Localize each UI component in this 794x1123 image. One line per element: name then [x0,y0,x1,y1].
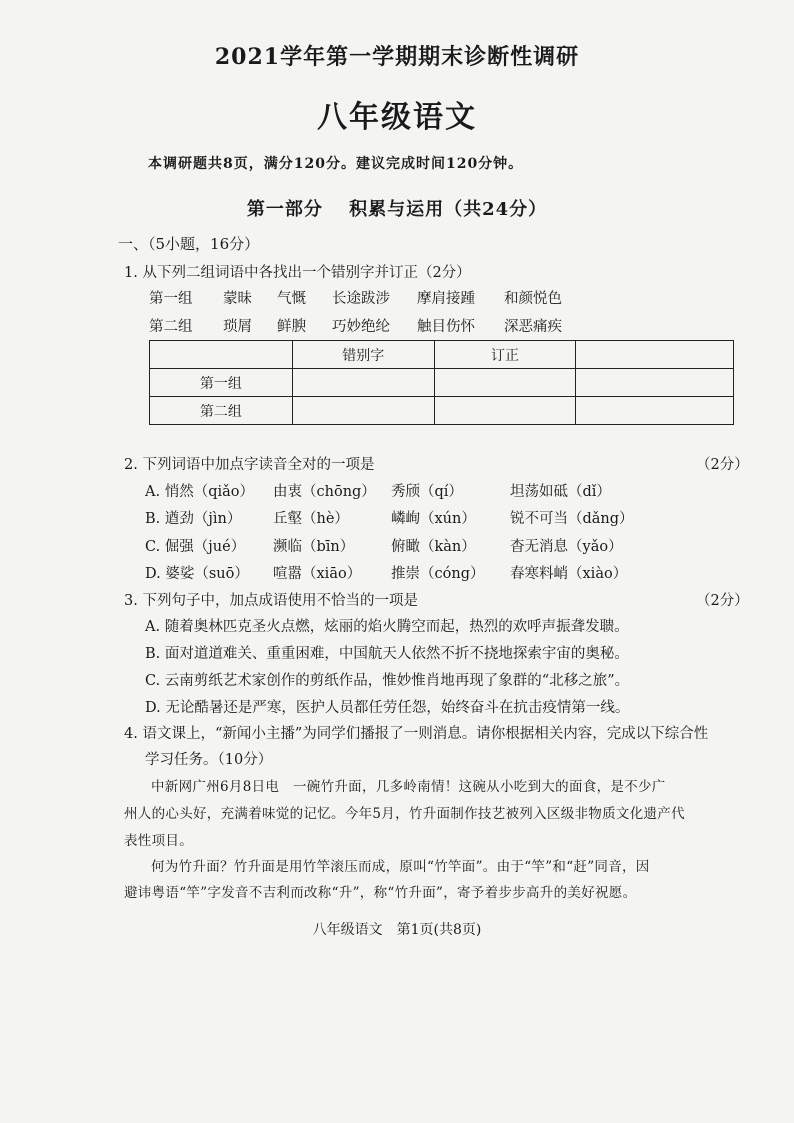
question-3-option-c: C. 云南剪纸艺术家创作的剪纸作品，惟妙惟肖地再现了象群的“北移之旅”。 [145,673,630,689]
option-item: 俯瞰（kàn） [391,539,476,555]
option-item: B. 遒劲（jìn） [145,511,242,527]
exam-title: 2021学年第一学期期末诊断性调研 [214,44,580,70]
news-paragraph-line: 何为竹升面？竹升面是用竹竿滚压而成，原叫“竹竿面”。由于“竿”和“赶”同音，因 [151,859,650,875]
question-3-option-b: B. 面对道道难关、重重困难，中国航天人依然不折不挠地探索宇宙的奥秘。 [145,646,629,662]
answer-cell [434,369,576,397]
option-item: 推崇（cóng） [391,566,485,582]
part-title: 第一部分 积累与运用（共24分） [246,199,548,220]
option-row-d [145,562,745,582]
table-row [150,369,734,397]
table-row [150,397,734,425]
word: 气慨 [277,291,306,307]
word: 巧妙绝纶 [332,319,390,335]
page-footer: 八年级语文 第1页(共8页) [312,922,482,938]
option-item: 濒临（bīn） [273,539,355,555]
question-4-stem-line2: 学习任务。（10分） [145,752,273,768]
option-item: 杳无消息（yǎo） [510,539,623,555]
word: 长途跋涉 [332,291,390,307]
option-item: 丘壑（hè） [273,511,349,527]
question-3-stem: 3. 下列句子中，加点成语使用不恰当的一项是 [124,593,418,609]
table-header-cell [150,341,293,369]
word-group-2 [149,315,749,335]
table-row-label: 第一组 [150,369,293,397]
option-item: 锐不可当（dǎng） [510,511,634,527]
group-label: 第二组 [149,319,193,335]
question-3-option-d: D. 无论酷暑还是严寒，医护人员都任劳任怨，始终奋斗在抗击疫情第一线。 [145,700,630,716]
option-item: 春寒料峭（xiào） [510,566,628,582]
table-header-cell: 订正 [434,341,576,369]
option-item: 喧嚣（xiāo） [273,566,362,582]
word: 触目伤怀 [417,319,475,335]
question-2-score: （2分） [696,457,749,473]
option-item: D. 婆娑（suō） [145,566,249,582]
word: 深恶痛疾 [504,319,562,335]
word: 摩肩接踵 [417,291,475,307]
option-row-b [145,507,745,527]
answer-table [149,340,734,425]
word: 蒙昧 [223,291,252,307]
answer-cell [434,397,576,425]
option-item: 由衷（chōng） [273,484,376,500]
news-paragraph-line: 州人的心头好，充满着味觉的记忆。今年5月，竹升面制作技艺被列入区级非物质文化遗产代 [124,806,685,822]
group-label: 第一组 [149,291,193,307]
exam-intro: 本调研题共8页，满分120分。建议完成时间120分钟。 [148,156,524,172]
answer-cell [576,397,734,425]
news-paragraph-line: 表性项目。 [124,833,193,849]
table-header-cell [576,341,734,369]
news-paragraph-line: 中新网广州6月8日电 一碗竹升面，几多岭南情！这碗从小吃到大的面食，是不少广 [151,779,666,795]
option-item: C. 倔强（jué） [145,539,246,555]
table-row-label: 第二组 [150,397,293,425]
option-row-c [145,535,745,555]
table-header-row [150,341,734,369]
word-group-1 [149,287,749,307]
news-paragraph-line: 避讳粤语“竿”字发音不吉利而改称“升”，称“竹升面”，寄予着步步高升的美好祝愿。 [124,885,637,901]
option-item: 秀颀（qí） [391,484,463,500]
word: 琐屑 [223,319,252,335]
word: 和颜悦色 [504,291,562,307]
question-3-option-a: A. 随着奥林匹克圣火点燃，炫丽的焰火腾空而起，热烈的欢呼声振聋发聩。 [145,619,629,635]
option-item: 嶙峋（xún） [391,511,476,527]
option-item: 坦荡如砥（dǐ） [510,484,611,500]
question-2-stem: 2. 下列词语中加点字读音全对的一项是 [124,457,375,473]
word: 鲜腴 [277,319,306,335]
question-4-stem-line1: 4. 语文课上，“新闻小主播”为同学们播报了一则消息。请你根据相关内容，完成以下综合性 [124,726,709,742]
option-row-a [145,480,745,500]
subject-title: 八年级语文 [317,100,477,135]
answer-cell [292,397,434,425]
option-item: A. 悄然（qiǎo） [145,484,254,500]
answer-cell [576,369,734,397]
table-header-cell: 错别字 [292,341,434,369]
section-label: 一、（5小题，16分） [118,235,260,253]
answer-cell [292,369,434,397]
question-1-stem: 1. 从下列二组词语中各找出一个错别字并订正（2分） [124,265,471,281]
question-3-score: （2分） [696,593,749,609]
